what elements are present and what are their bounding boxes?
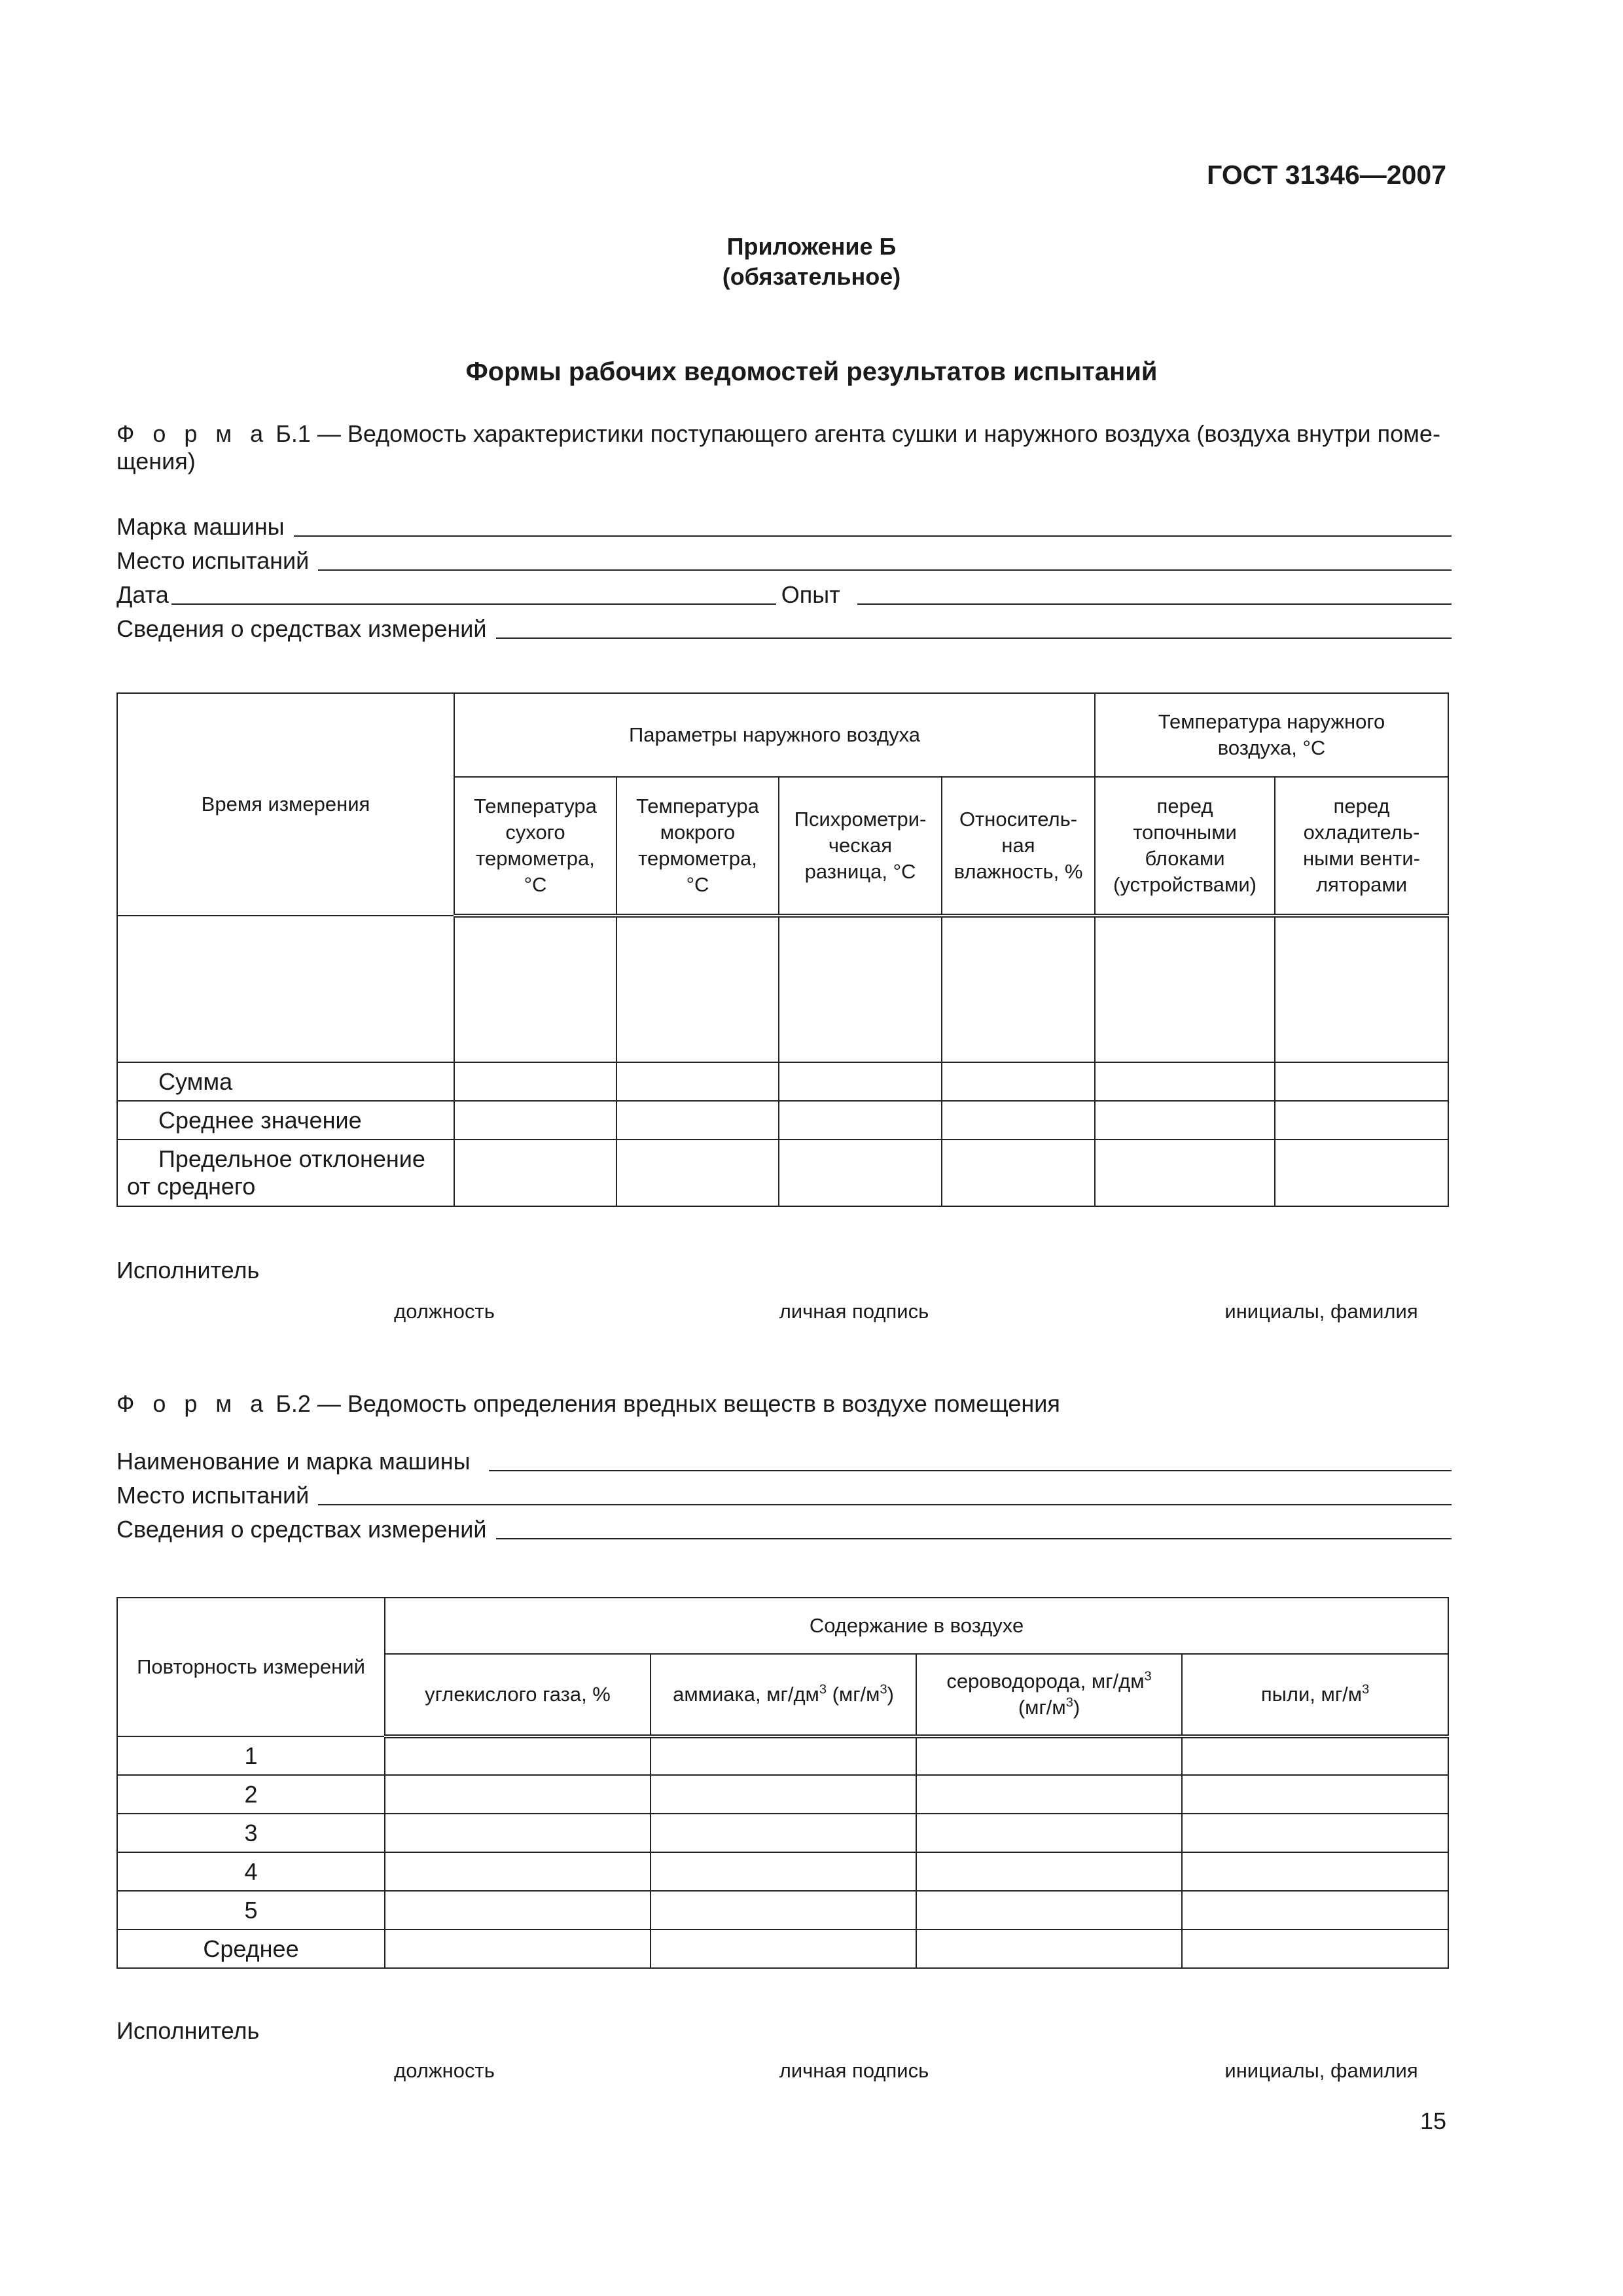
paren: ) <box>1073 1696 1080 1719</box>
cell[interactable] <box>454 916 616 1062</box>
cell[interactable] <box>1095 1101 1275 1139</box>
form1-table <box>116 692 1449 1207</box>
form2-place-field <box>116 1479 1452 1509</box>
cell[interactable] <box>1182 1929 1448 1968</box>
caption-name-text: инициалы, фамилия <box>1224 1300 1418 1323</box>
table-row <box>117 1814 1448 1852</box>
caption-position: должность <box>394 2059 495 2082</box>
cell[interactable] <box>1095 1062 1275 1101</box>
table-row <box>117 1929 1448 1968</box>
form2-table <box>116 1597 1449 1969</box>
superscript: 3 <box>1144 1669 1152 1684</box>
field-label: Место испытаний <box>116 1482 310 1509</box>
header-outdoor-params: Параметры наружного воздуха <box>454 693 1095 777</box>
form1-date-field <box>116 579 1452 609</box>
blank-line[interactable] <box>496 615 1452 639</box>
header-outdoor-temp: Температура наружного воздуха, °С <box>1095 693 1448 777</box>
row-number: 3 <box>117 1814 385 1852</box>
caption-name <box>1154 2059 1488 2083</box>
form1-brand-field <box>116 511 1452 541</box>
cell[interactable] <box>779 916 942 1062</box>
header-air-content: Содержание в воздухе <box>385 1598 1448 1654</box>
header-time: Время измерения <box>117 693 454 916</box>
cell[interactable] <box>1182 1852 1448 1891</box>
annex-heading <box>0 232 1623 292</box>
caption-name <box>1154 1300 1488 1323</box>
cell[interactable] <box>651 1891 916 1929</box>
blank-line[interactable] <box>294 513 1452 537</box>
cell[interactable] <box>385 1852 651 1891</box>
cell[interactable] <box>385 1775 651 1814</box>
page-number: 15 <box>1419 2108 1446 2134</box>
form1-caption-cont: щения) <box>116 448 196 475</box>
blank-line[interactable] <box>318 1482 1452 1505</box>
cell[interactable] <box>916 1814 1182 1852</box>
cell[interactable] <box>916 1891 1182 1929</box>
cell[interactable] <box>117 916 454 1062</box>
header-humidity: Относитель-ная влажность, % <box>942 777 1095 916</box>
cell[interactable] <box>651 1852 916 1891</box>
annex-title: Приложение Б <box>726 233 897 260</box>
field-label: Сведения о средствах измерений <box>116 615 487 642</box>
cell[interactable] <box>942 916 1095 1062</box>
form2-executor-label: Исполнитель <box>116 2017 260 2044</box>
superscript: 3 <box>1065 1695 1073 1710</box>
cell[interactable] <box>616 916 779 1062</box>
form1-prefix: Ф о р м а <box>116 420 270 447</box>
form2-prefix: Ф о р м а <box>116 1390 270 1417</box>
header-before-cooling: перед охладитель-ными венти-ляторами <box>1275 777 1448 916</box>
ammonia-label: аммиака, мг/дм <box>673 1683 819 1706</box>
form2-number: Б.2 <box>276 1390 311 1417</box>
cell[interactable] <box>616 1062 779 1101</box>
h2s-unit: (мг/м <box>1018 1696 1066 1719</box>
cell[interactable] <box>651 1775 916 1814</box>
cell[interactable] <box>942 1062 1095 1101</box>
row-number: 5 <box>117 1891 385 1929</box>
table-row <box>117 1736 1448 1775</box>
table-row <box>117 1891 1448 1929</box>
row-label-average: Среднее <box>117 1929 385 1968</box>
header-ammonia <box>651 1654 916 1736</box>
cell[interactable] <box>779 1062 942 1101</box>
row-label-sum: Сумма <box>117 1062 454 1101</box>
cell[interactable] <box>916 1929 1182 1968</box>
cell[interactable] <box>616 1101 779 1139</box>
blank-line[interactable] <box>857 581 1452 605</box>
document-code: ГОСТ 31346—2007 <box>1207 160 1446 190</box>
cell[interactable] <box>454 1062 616 1101</box>
row-label-deviation: Предельное отклонение от среднего <box>117 1139 454 1206</box>
cell[interactable] <box>916 1736 1182 1775</box>
field-label: Наименование и марка машины <box>116 1448 471 1475</box>
cell[interactable] <box>779 1139 942 1206</box>
cell[interactable] <box>1095 916 1275 1062</box>
field-label: Дата <box>116 581 169 608</box>
header-co2: углекислого газа, % <box>385 1654 651 1736</box>
field-label: Место испытаний <box>116 547 310 574</box>
cell[interactable] <box>385 1929 651 1968</box>
table-row <box>117 1852 1448 1891</box>
form1-caption <box>116 420 1448 475</box>
superscript: 3 <box>1362 1682 1370 1697</box>
cell[interactable] <box>651 1736 916 1775</box>
form1-executor-label: Исполнитель <box>116 1257 260 1283</box>
table-row <box>117 1062 1448 1101</box>
superscript: 3 <box>819 1682 827 1697</box>
cell[interactable] <box>916 1775 1182 1814</box>
row-number: 4 <box>117 1852 385 1891</box>
row-number: 2 <box>117 1775 385 1814</box>
blank-line[interactable] <box>496 1516 1452 1539</box>
field-label: Марка машины <box>116 513 285 540</box>
table-row <box>117 1775 1448 1814</box>
table-row <box>117 1139 1448 1206</box>
cell[interactable] <box>1275 1139 1448 1206</box>
blank-line[interactable] <box>171 581 776 605</box>
table-row <box>117 1101 1448 1139</box>
form1-place-field <box>116 545 1452 575</box>
cell[interactable] <box>1275 1062 1448 1101</box>
header-wet-temp: Температура мокрого термометра, °С <box>616 777 779 916</box>
header-dry-temp: Температура сухого термометра, °С <box>454 777 616 916</box>
blank-line[interactable] <box>318 547 1452 571</box>
caption-position: должность <box>394 1300 495 1323</box>
cell[interactable] <box>1182 1736 1448 1775</box>
cell[interactable] <box>385 1891 651 1929</box>
form2-caption-text: — Ведомость определения вредных веществ в воздухе помещения <box>310 1390 1060 1417</box>
cell[interactable] <box>916 1852 1182 1891</box>
cell[interactable] <box>1182 1891 1448 1929</box>
cell[interactable] <box>454 1139 616 1206</box>
cell[interactable] <box>1182 1775 1448 1814</box>
row-number: 1 <box>117 1736 385 1775</box>
h2s-label: сероводорода, мг/дм <box>946 1670 1145 1693</box>
form2-instruments-field <box>116 1513 1452 1543</box>
form2-name-field <box>116 1445 1452 1475</box>
form1-instruments-field <box>116 613 1452 643</box>
row-label-mean: Среднее значение <box>117 1101 454 1139</box>
superscript: 3 <box>880 1682 887 1697</box>
cell[interactable] <box>942 1101 1095 1139</box>
dust-label: пыли, мг/м <box>1260 1683 1363 1706</box>
cell[interactable] <box>651 1814 916 1852</box>
form1-number: Б.1 <box>276 420 311 447</box>
header-repeat: Повторность измерений <box>117 1598 385 1736</box>
cell[interactable] <box>1095 1139 1275 1206</box>
header-psychrometric: Психрометри-ческая разница, °С <box>779 777 942 916</box>
form2-caption <box>116 1390 1448 1418</box>
cell[interactable] <box>942 1139 1095 1206</box>
header-h2s <box>916 1654 1182 1736</box>
cell[interactable] <box>779 1101 942 1139</box>
cell[interactable] <box>385 1814 651 1852</box>
header-before-furnace: перед топочными блоками (устройствами) <box>1095 777 1275 916</box>
cell[interactable] <box>1275 916 1448 1062</box>
table-row <box>117 916 1448 1062</box>
caption-sign: личная подпись <box>779 2059 929 2082</box>
header-dust <box>1182 1654 1448 1736</box>
cell[interactable] <box>454 1101 616 1139</box>
caption-sign: личная подпись <box>779 1300 929 1323</box>
field-label: Сведения о средствах измерений <box>116 1516 487 1543</box>
page-title: Формы рабочих ведомостей результатов испытаний <box>465 357 1158 386</box>
form1-caption-text: — Ведомость характеристики поступающего агента сушки и наружного воздуха (воздуха внутри поме- <box>310 420 1440 447</box>
ammonia-unit: (мг/м <box>826 1683 880 1706</box>
cell[interactable] <box>651 1929 916 1968</box>
cell[interactable] <box>385 1736 651 1775</box>
paren: ) <box>887 1683 894 1706</box>
annex-status: (обязательное) <box>722 263 901 290</box>
blank-line[interactable] <box>489 1448 1452 1471</box>
cell[interactable] <box>616 1139 779 1206</box>
field-label: Опыт <box>781 581 840 608</box>
cell[interactable] <box>1275 1101 1448 1139</box>
caption-name-text: инициалы, фамилия <box>1224 2059 1418 2082</box>
cell[interactable] <box>1182 1814 1448 1852</box>
